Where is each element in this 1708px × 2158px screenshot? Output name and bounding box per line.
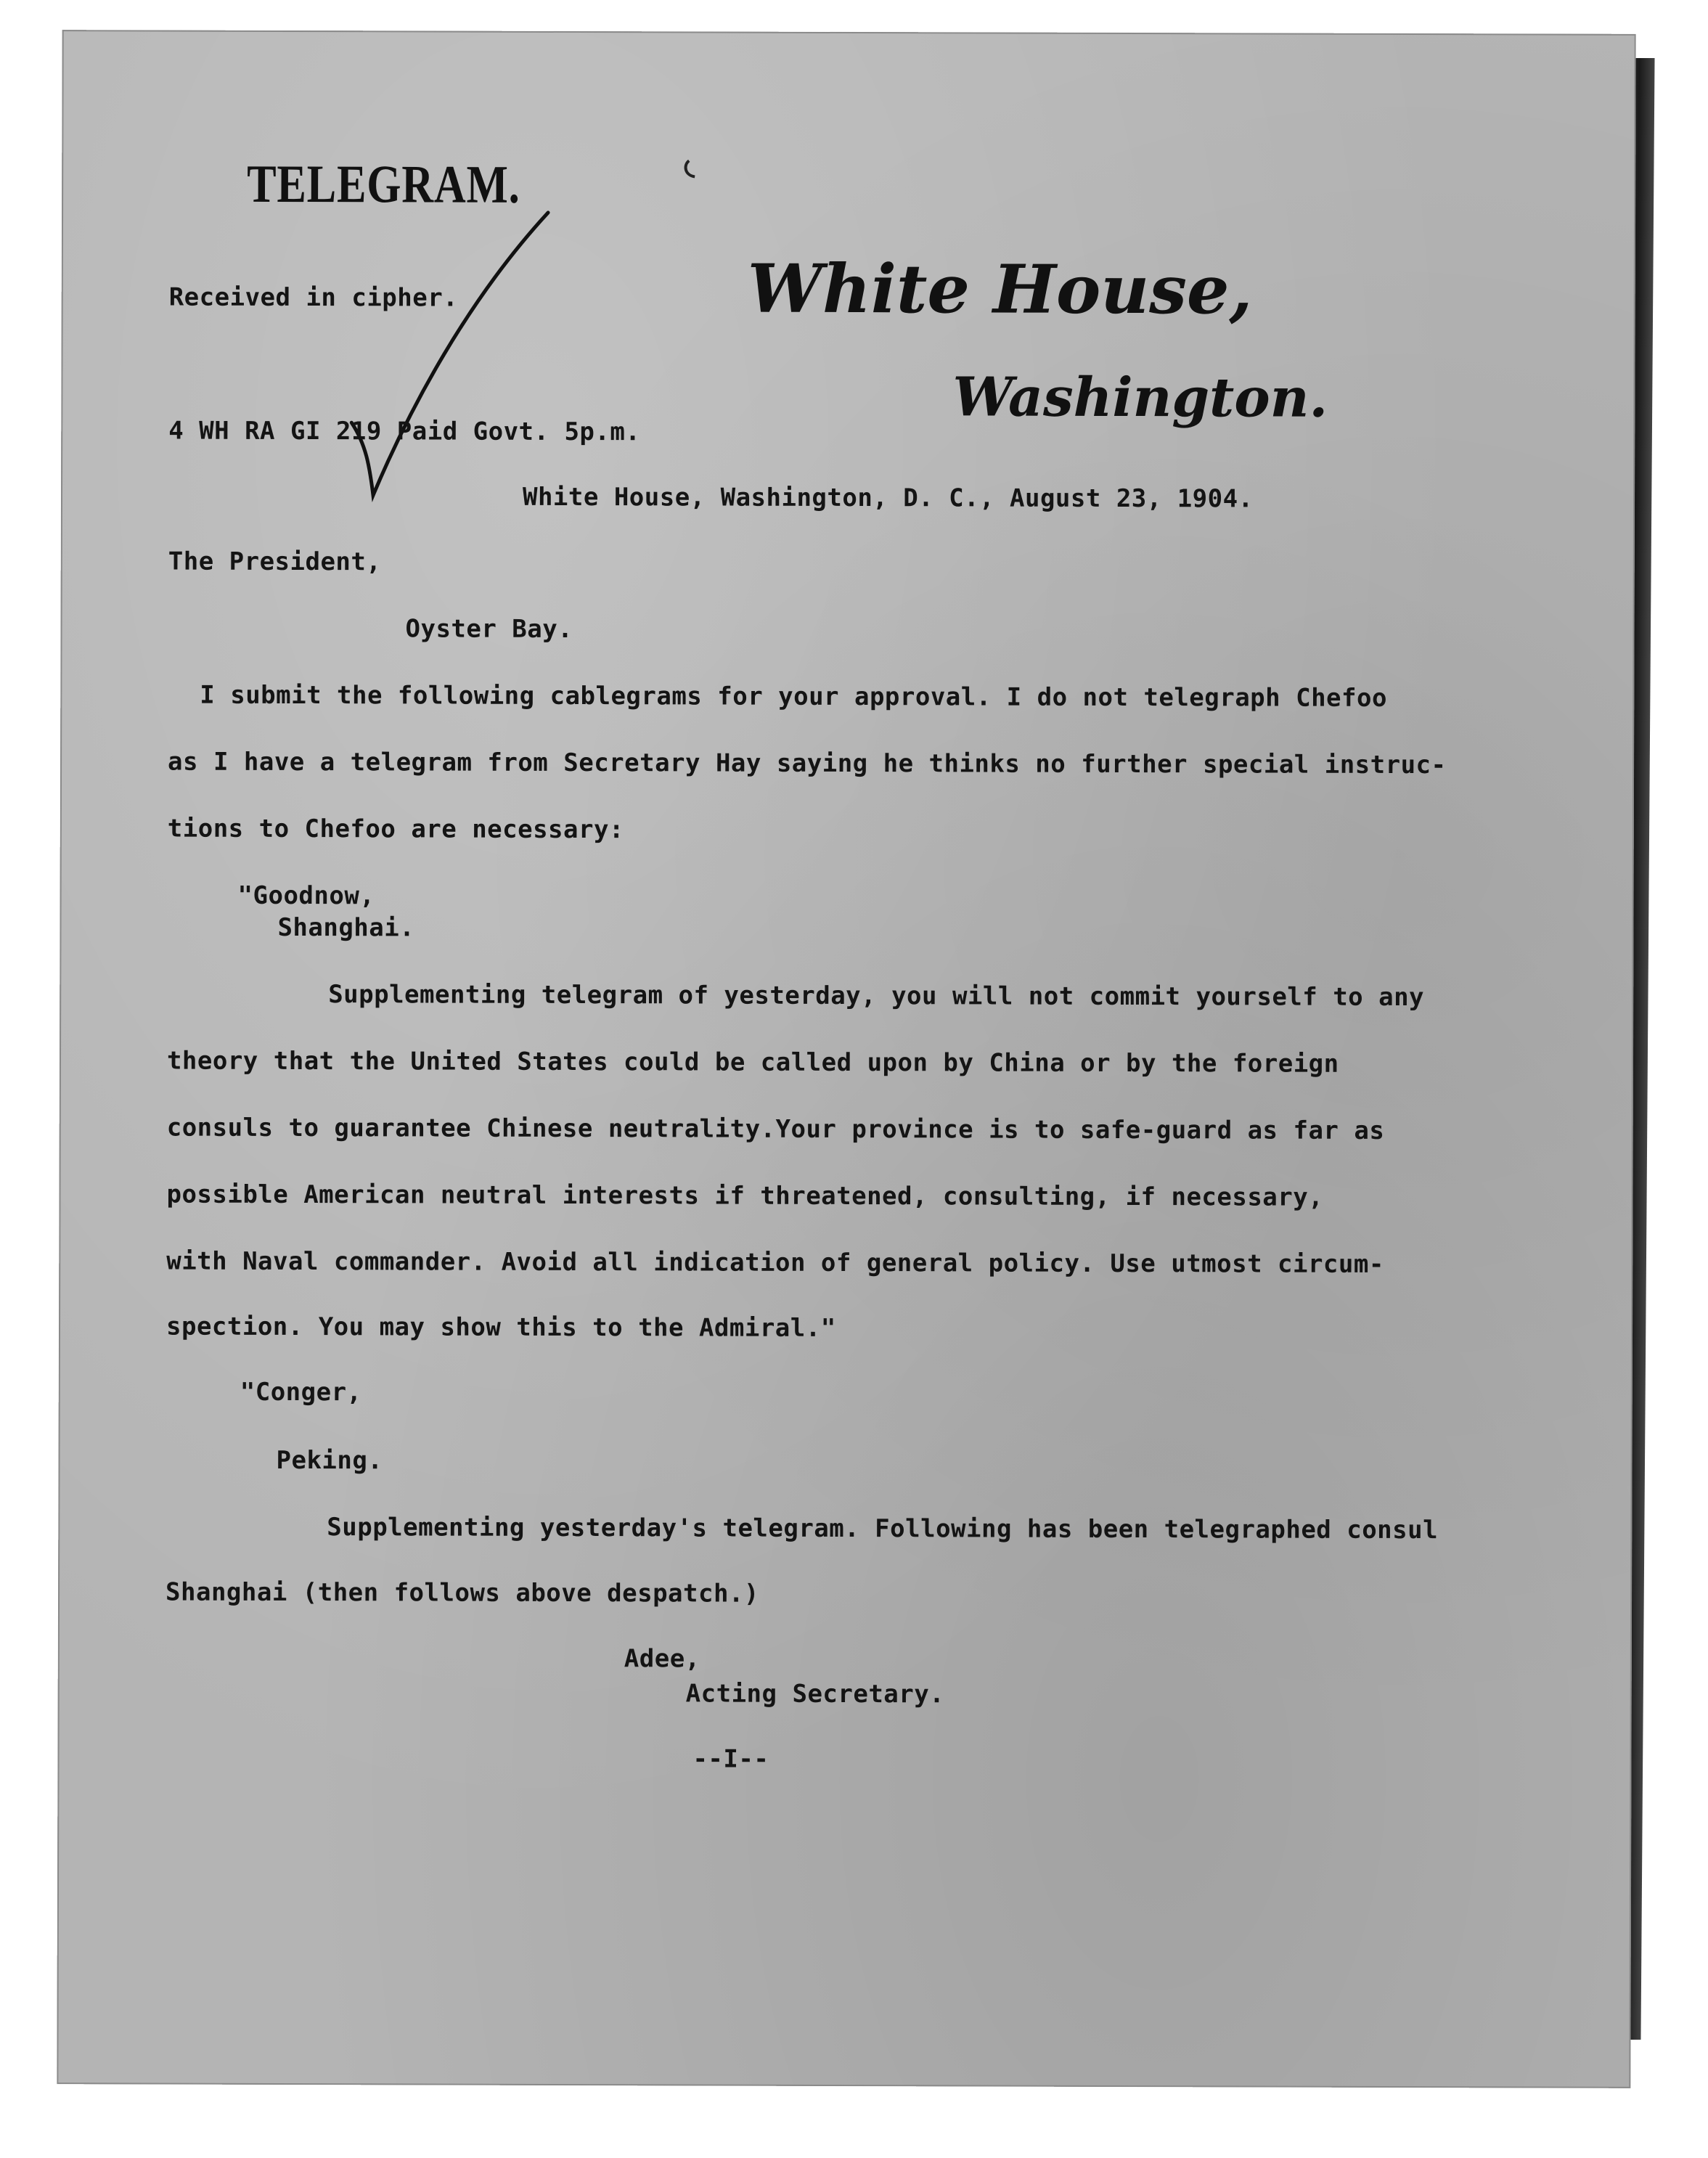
cable1-city: Shanghai. [277, 912, 415, 943]
cable2-addressee: "Conger, [240, 1377, 362, 1407]
cable2-line-2: Shanghai (then follows above despatch.) [166, 1577, 759, 1609]
intro-line-1: I submit the following cablegrams for your approval. I do not telegraph Chefoo [200, 680, 1387, 713]
page-marker: --I-- [692, 1744, 769, 1774]
addressee: The President, [168, 547, 382, 577]
letterhead-white-house: White House, [747, 249, 1253, 330]
telegram-label: TELEGRAM. [247, 154, 520, 215]
cable1-line-5: with Naval commander. Avoid all indication of general policy. Use utmost circum- [166, 1246, 1384, 1279]
signature-title: Acting Secretary. [685, 1679, 945, 1709]
cable1-line-1: Supplementing telegram of yesterday, you will not commit yourself to any [328, 980, 1425, 1013]
cable1-line-6: spection. You may show this to the Admiral." [166, 1312, 836, 1343]
check-mark-icon [344, 205, 555, 510]
routing-line: 4 WH RA GI 219 Paid Govt. 5p.m. [168, 416, 641, 447]
cable1-line-3: consuls to guarantee Chinese neutrality.Your province is to safe-guard as far as [166, 1113, 1385, 1145]
cable1-line-4: possible American neutral interests if threatened, consulting, if necessary, [166, 1180, 1324, 1212]
telegram-sheet [57, 30, 1635, 2088]
cable1-addressee: "Goodnow, [237, 880, 375, 911]
letterhead-washington: Washington. [952, 366, 1328, 430]
received-note: Received in cipher. [168, 282, 459, 313]
addressee-place: Oyster Bay. [405, 614, 573, 645]
cable2-city: Peking. [276, 1445, 383, 1476]
intro-line-2: as I have a telegram from Secretary Hay saying he thinks no further special instruc- [168, 747, 1447, 780]
signature-name: Adee, [624, 1644, 700, 1674]
dateline: White House, Washington, D. C., August 23, 1904. [522, 482, 1254, 514]
intro-line-3: tions to Chefoo are necessary: [167, 814, 624, 845]
cable1-line-2: theory that the United States could be called upon by China or by the foreign [166, 1046, 1339, 1079]
cable2-line-1: Supplementing yesterday's telegram. Following has been telegraphed consul [327, 1513, 1439, 1545]
pen-mark-icon [679, 156, 708, 185]
